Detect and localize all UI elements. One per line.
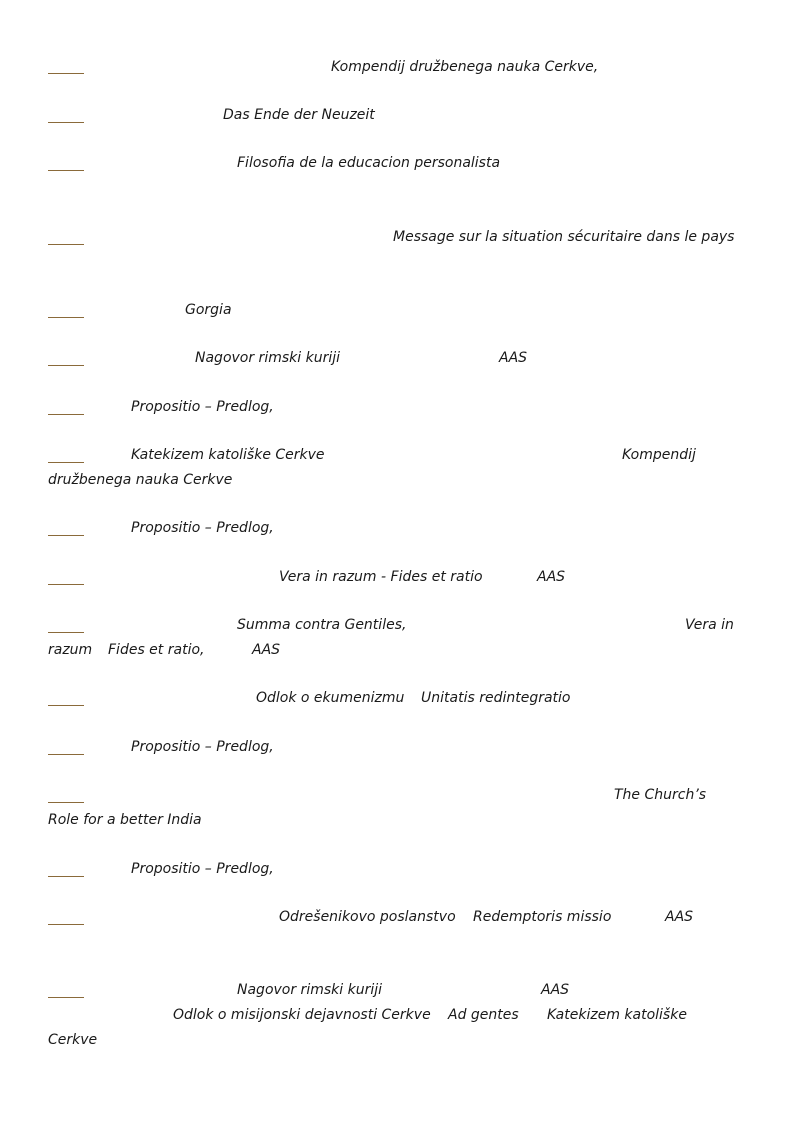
footnote-text: Kompendij družbenega nauka Cerkve, — [331, 59, 599, 75]
footnote-text: Vera in razum - Fides et ratio — [279, 569, 483, 585]
footnote-number-rule — [48, 705, 84, 706]
footnote-number-rule — [48, 244, 84, 245]
footnote-number-rule — [48, 924, 84, 925]
footnote-text: Unitatis redintegratio — [421, 690, 571, 706]
footnote-number-rule — [48, 632, 84, 633]
footnote-number-rule — [48, 754, 84, 755]
footnote-text: Nagovor rimski kuriji — [237, 982, 382, 998]
footnote-text: Odlok o misijonski dejavnosti Cerkve — [173, 1007, 431, 1023]
footnote-number-rule — [48, 414, 84, 415]
footnote-text: razum — [48, 642, 93, 658]
footnote-text: Message sur la situation sécuritaire dans le pays — [393, 229, 735, 245]
footnote-text: Das Ende der Neuzeit — [223, 107, 375, 123]
footnote-text: Role for a better India — [48, 812, 202, 828]
footnote-text: The Church’s — [614, 787, 707, 803]
footnote-number-rule — [48, 876, 84, 877]
footnote-text: Vera in — [685, 617, 734, 633]
footnote-text: Summa contra Gentiles, — [237, 617, 407, 633]
footnote-number-rule — [48, 535, 84, 536]
footnote-number-rule — [48, 170, 84, 171]
footnote-text: Odlok o ekumenizmu — [256, 690, 405, 706]
footnote-text: Katekizem katoliške — [547, 1007, 687, 1023]
footnote-number-rule — [48, 802, 84, 803]
footnote-number-rule — [48, 317, 84, 318]
footnote-text: Propositio – Predlog, — [131, 520, 274, 536]
footnote-text: Cerkve — [48, 1032, 98, 1048]
footnote-text: AAS — [541, 982, 570, 998]
footnote-text: družbenega nauka Cerkve — [48, 472, 233, 488]
footnote-number-rule — [48, 462, 84, 463]
footnote-text: AAS — [537, 569, 566, 585]
footnote-text: AAS — [252, 642, 281, 658]
footnote-text: Propositio – Predlog, — [131, 399, 274, 415]
footnote-text: AAS — [499, 350, 528, 366]
footnote-text: Odrešenikovo poslanstvo — [279, 909, 456, 925]
footnote-text: Katekizem katoliške Cerkve — [131, 447, 325, 463]
footnote-number-rule — [48, 584, 84, 585]
footnote-text: Kompendij — [622, 447, 696, 463]
footnote-number-rule — [48, 365, 84, 366]
footnote-text: Nagovor rimski kuriji — [195, 350, 340, 366]
footnote-text: Redemptoris missio — [473, 909, 612, 925]
footnote-text: Propositio – Predlog, — [131, 739, 274, 755]
footnote-number-rule — [48, 73, 84, 74]
footnote-number-rule — [48, 122, 84, 123]
footnote-text: AAS — [665, 909, 694, 925]
footnote-text: Propositio – Predlog, — [131, 861, 274, 877]
footnote-text: Ad gentes — [448, 1007, 519, 1023]
footnote-text: Fides et ratio, — [108, 642, 205, 658]
footnote-number-rule — [48, 997, 84, 998]
footnote-text: Gorgia — [185, 302, 232, 318]
footnote-text: Filosofia de la educacion personalista — [237, 155, 501, 171]
